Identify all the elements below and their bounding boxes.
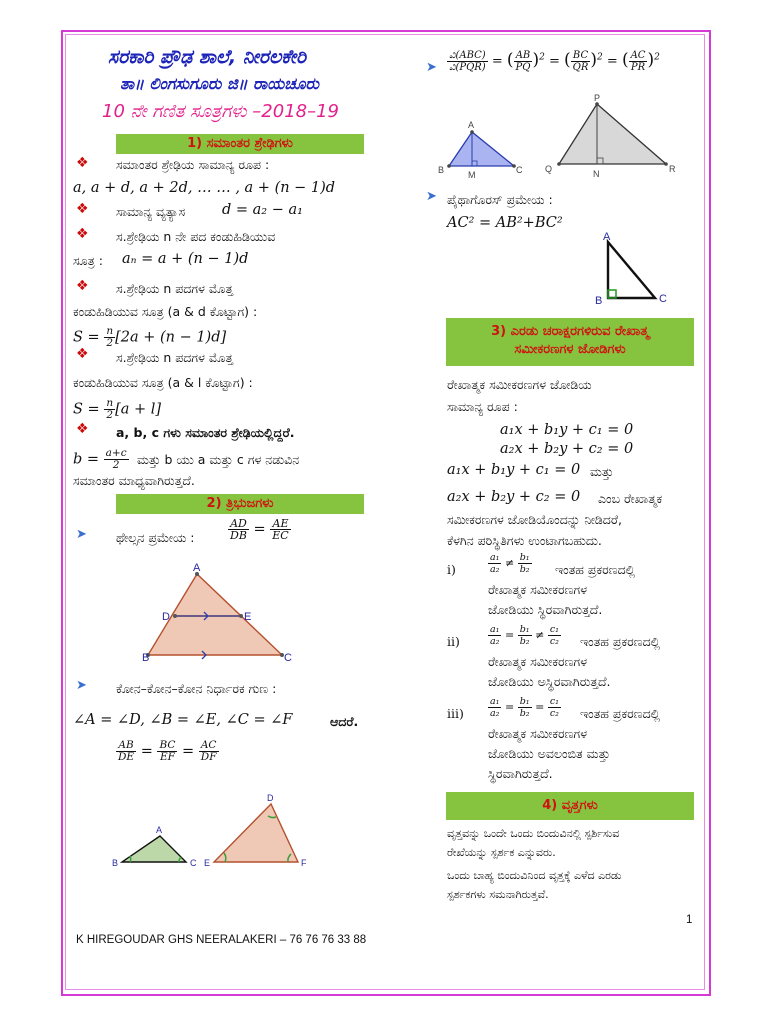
aaa-suffix: ಆದರೆ. [330,714,359,729]
aaa-ratio-formula: $\frac{AB}{DE}$ = $\frac{BC}{EF}$ = $\frac{AC}{DF}$ [118,739,217,763]
school-location: ತಾ॥ ಲಿಂಗಸುಗೂರು ಜಿ॥ ರಾಯಚೂರು [120,74,319,93]
bullet-icon: ❖ [76,278,89,294]
case-3-text-1: ಇಂತಹ ಪ್ರಕರಣದಲ್ಲಿ [580,706,661,721]
point-label: A [156,825,163,835]
case-1-number: i) [447,562,456,577]
section-heading-circles: 4) ವೃತ್ತಗಳು [446,792,694,820]
point-label: F [301,858,307,868]
common-diff-formula: d = a₂ − a₁ [222,202,303,218]
sum2-formula: [a + l] [115,401,162,418]
point-label: A [193,562,201,574]
sum1-line2: ಕಂಡುಹಿಡಿಯುವ ಸೂತ್ರ (a & d ಕೊಟ್ಟಾಗ) : [73,304,258,319]
area-triangle-large [540,94,690,180]
area-triangle-small [434,118,526,180]
nth-term-line2: ಸೂತ್ರ : [73,253,103,268]
bullet-icon: ❖ [76,226,89,242]
right-triangle-diagram [590,228,680,308]
case-2-number: ii) [447,634,460,649]
case-2-text-1: ಇಂತಹ ಪ್ರಕರಣದಲ್ಲಿ [580,634,661,649]
circle-text-4: ಸ್ಪರ್ಶಕಗಳು ಸಮನಾಗಿರುತ್ತವೆ. [447,888,549,901]
document-subtitle: 10 ನೇ ಗಣಿತ ಸೂತ್ರಗಳು –2018–19 [102,101,340,122]
case-1-condition: $\frac{\text{a₁}}{\text{a₂}}$ ≠ $\frac{\text{b₁}}{\text{b₂}}$ [490,552,530,575]
similar-triangle-small [110,820,200,870]
arrow-bullet-icon: ➤ [426,189,437,204]
case-3-number: iii) [447,706,464,721]
abc-formula-row: b = $\frac{a+c}{2}$ [73,447,127,471]
similar-triangle-large [198,790,316,872]
abc-label: a, b, c ಗಳು ಸಮಾಂತರ ಶ್ರೇಢಿಯಲ್ಲಿದ್ದರೆ. [116,425,295,440]
point-label: E [204,858,211,868]
bullet-icon: ❖ [76,346,89,362]
pair-intro-2: ಸಾಮಾನ್ಯ ರೂಪ : [447,399,518,414]
pythagoras-formula: AC² = AB²+BC² [447,215,563,231]
section-heading-triangles: 2) ತ್ರಿಭುಜಗಳು [116,494,364,514]
point-label: B [142,652,150,664]
section-heading-ap: 1) ಸಮಾಂತರ ಶ್ರೇಢಿಗಳು [116,134,364,154]
section-heading-linear-equations [446,318,694,366]
point-label: C [190,858,197,868]
nth-term-formula: aₙ = a + (n − 1)d [122,251,249,267]
thales-formula: $\frac{AD}{DB}$ = $\frac{AE}{EC}$ [230,517,289,542]
aaa-label: ಕೋನ–ಕೋನ–ಕೋನ ನಿರ್ಧಾರಕ ಗುಣ : [116,681,277,696]
section-heading-line2: ಸಮೀಕರಣಗಳ ಜೋಡಿಗಳು [514,342,626,357]
pair-intro-1: ರೇಖಾತ್ಮಕ ಸಮೀಕರಣಗಳ ಜೋಡಿಯ [447,377,592,392]
aaa-formula: ∠A = ∠D, ∠B = ∠E, ∠C = ∠F [73,712,293,728]
point-label: P [594,94,601,103]
point-label: C [516,165,523,175]
point-label: B [595,295,603,307]
case-1-text-2: ರೇಖಾತ್ಮಕ ಸಮೀಕರಣಗಳ [488,582,587,597]
equation-4-suffix: ಎಂಬ ರೇಖಾತ್ಮಕ [598,491,663,506]
n-over-2-fraction: $\frac{n}{2}$ [106,325,114,349]
point-label: D [267,793,274,803]
ap-general-label: ಸಮಾಂತರ ಶ್ರೇಢಿಯ ಸಾಮಾನ್ಯ ರೂಪ : [116,157,270,172]
point-label: B [112,858,119,868]
a-plus-c-over-2-fraction: $\frac{a+c}{2}$ [105,447,127,471]
pair-text-2: ಕೆಳಗಿನ ಪರಿಸ್ಥಿತಿಗಳು ಉಂಟಾಗಬಹುದು. [447,533,602,548]
footer-contact: K HIREGOUDAR GHS NEERALAKERI – 76 76 76 33 88 [76,934,367,946]
sum2-label: ಸ.ಶ್ರೇಢಿಯ n ಪದಗಳ ಮೊತ್ತ [116,350,234,365]
sum1-formula-row: S = $\frac{n}{2}$ [2a + (n − 1)d] [73,325,227,349]
point-label: R [669,164,676,174]
arrow-bullet-icon: ➤ [76,678,87,693]
case-3-text-4: ಸ್ಥಿರವಾಗಿರುತ್ತದೆ. [488,766,553,781]
n-over-2-fraction: $\frac{n}{2}$ [106,397,114,421]
circle-text-1: ವೃತ್ತವನ್ನು ಒಂದೇ ಒಂದು ಬಿಂದುವಿನಲ್ಲಿ ಸ್ಪರ್ಶಿಸುವ [447,827,620,840]
case-2-text-3: ಜೋಡಿಯು ಅಸ್ಥಿರವಾಗಿರುತ್ತದೆ. [488,674,611,689]
point-label: A [468,120,475,130]
pythagoras-label: ಪೈಥಾಗೊರಸ್ ಪ್ರಮೇಯ : [447,192,553,207]
area-ratio-formula: $\frac{\text{ವಿ(ABC)}}{\text{ವಿ(PQR)}}$ = ( $\frac{AB}{PQ}$ )$^2$ = ( $\frac{BC}{QR}$ )$^2$ = ( $\frac{AC}{PR}$ )$^2$ [449,50,660,73]
thales-diagram [140,560,300,664]
section-heading-line1: 3) ಎರಡು ಚರಾಕ್ಷರಗಳಿರುವ ರೇಖಾತ್ಮ [491,324,649,339]
bullet-icon: ❖ [76,201,89,217]
page-number: 1 [686,914,693,926]
case-1-text-3: ಜೋಡಿಯು ಸ್ಥಿರವಾಗಿರುತ್ತದೆ. [488,602,603,617]
point-label: A [603,231,611,243]
equation-2: a₂x + b₂y + c₂ = 0 [500,441,634,457]
case-2-condition: $\frac{\text{a₁}}{\text{a₂}}$ = $\frac{\text{b₁}}{\text{b₂}}$ ≠ $\frac{\text{c₁}}{\text{c₂}}$ [490,624,559,647]
equation-3-suffix: ಮತ್ತು [590,464,614,479]
thales-label: ಥೇಲ್ಸನ ಪ್ರಮೇಯ : [116,530,195,545]
abc-line2: ಮತ್ತು b ಯು a ಮತ್ತು c ಗಳ ನಡುವಿನ [137,452,300,467]
common-diff-label: ಸಾಮಾನ್ಯ ವ್ಯತ್ಯಾಸ [116,204,186,219]
point-label: M [468,170,476,180]
sum1-label: ಸ.ಶ್ರೇಢಿಯ n ಪದಗಳ ಮೊತ್ತ [116,281,234,296]
bullet-icon: ❖ [76,421,89,437]
sum2-formula-row: S = $\frac{n}{2}$ [a + l] [73,397,162,421]
case-3-condition: $\frac{\text{a₁}}{\text{a₂}}$ = $\frac{\text{b₁}}{\text{b₂}}$ = $\frac{\text{c₁}}{\text{c₂}}$ [490,696,559,719]
abc-line3: ಸಮಾಂತರ ಮಾಧ್ಯವಾಗಿರುತ್ತದೆ. [73,473,195,488]
school-title: ಸರಕಾರಿ ಪ್ರೌಢ ಶಾಲೆ, ನೀರಲಕೇರಿ [108,46,307,68]
point-label: C [284,652,292,664]
case-1-text-1: ಇಂತಹ ಪ್ರಕರಣದಲ್ಲಿ [555,562,636,577]
ap-general-formula: a, a + d, a + 2d, … … , a + (n − 1)d [73,180,336,196]
equation-3: a₁x + b₁y + c₁ = 0 [447,462,581,478]
nth-term-label: ಸ.ಶ್ರೇಢಿಯ n ನೇ ಪದ ಕಂಡುಹಿಡಿಯುವ [116,229,276,244]
arrow-bullet-icon: ➤ [426,60,437,75]
bullet-icon: ❖ [76,155,89,171]
point-label: D [162,611,170,623]
point-label: E [244,611,252,623]
point-label: Q [545,164,553,174]
circle-text-3: ಒಂದು ಬಾಹ್ಯ ಬಿಂದುವಿನಿಂದ ವೃತ್ತಕ್ಕೆ ಎಳೆದ ಎರಡು [447,869,622,882]
pair-text-1: ಸಮೀಕರಣಗಳ ಜೋಡಿಯೊಂದನ್ನು ನೀಡಿದರೆ, [447,512,622,527]
point-label: C [659,293,667,305]
point-label: B [438,165,445,175]
sum1-formula: [2a + (n − 1)d] [115,329,227,346]
arrow-bullet-icon: ➤ [76,527,87,542]
case-2-text-2: ರೇಖಾತ್ಮಕ ಸಮೀಕರಣಗಳ [488,654,587,669]
equation-1: a₁x + b₁y + c₁ = 0 [500,422,634,438]
point-label: N [593,169,600,179]
circle-text-2: ರೇಖೆಯನ್ನು ಸ್ಪರ್ಶಕ ಎನ್ನುವರು. [447,846,556,859]
case-3-text-3: ಜೋಡಿಯು ಅವಲಂಬಿತ ಮತ್ತು [488,746,611,761]
case-3-text-2: ರೇಖಾತ್ಮಕ ಸಮೀಕರಣಗಳ [488,726,587,741]
equation-4: a₂x + b₂y + c₂ = 0 [447,489,581,505]
sum2-line2: ಕಂಡುಹಿಡಿಯುವ ಸೂತ್ರ (a & l ಕೊಟ್ಟಾಗ) : [73,375,253,390]
